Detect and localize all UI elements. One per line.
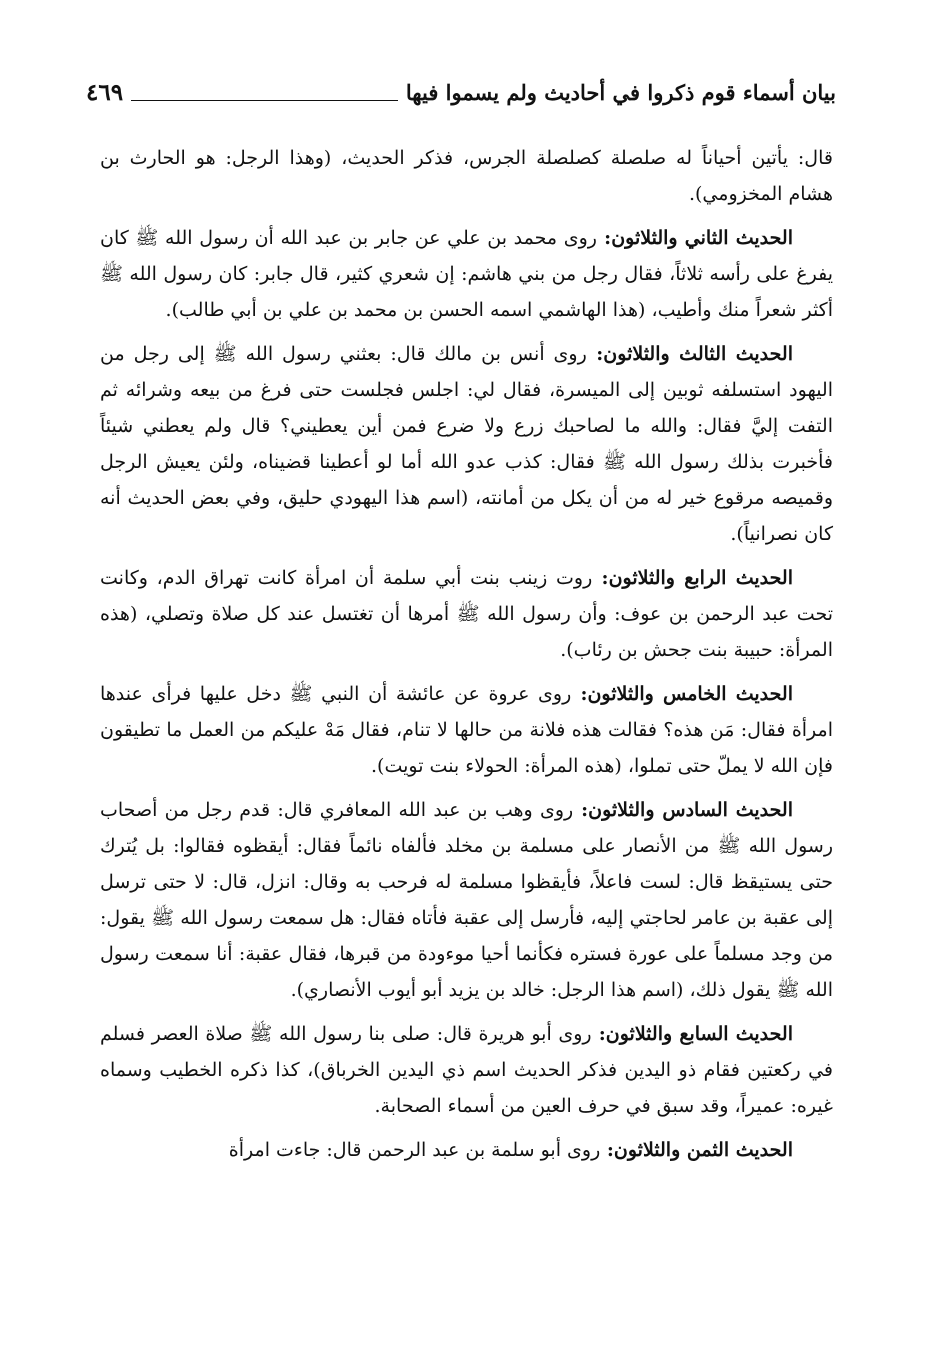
- body-text: [100, 140, 833, 1176]
- hadith-heading: الحديث الثمن والثلاثون :: [600, 1139, 793, 1161]
- header-rule: [131, 100, 398, 101]
- hadith-text: روى وهب بن عبد الله المعافري قال: قدم رجل من أصحاب رسول الله ﷺ من الأنصار على مسلمة بن مخلد فألفاه نائماً فقال: أيقظوه فقالوا: بل يُترك حتى يستيقظ قال: لست فاعلاً، فأيقظوا مسلمة له فرحب به وقال: انزل، قال: لا حتى ترسل إلى عقبة بن عامر لحاجتي إليه، فأرسل إلى عقبة فأتاه فقال: هل سمعت رسول الله ﷺ يقول: من وجد مسلماً على عورة فستره فكأنما أحيا موءودة من قبرها، فقال عقبة: أنا سمعت رسول الله ﷺ يقول ذلك، (اسم هذا الرجل: خالد بن يزيد أبو أيوب الأنصاري).: [100, 799, 833, 1001]
- hadith-36: [100, 792, 833, 1008]
- page-number: ٤٦٩: [86, 79, 124, 106]
- hadith-34: [100, 560, 833, 668]
- hadith-32: [100, 220, 833, 328]
- hadith-heading: الحديث الخامس والثلاثون :: [571, 683, 793, 705]
- hadith-heading: الحديث الثالث والثلاثون :: [587, 343, 793, 365]
- hadith-heading: الحديث السابع والثلاثون :: [592, 1023, 793, 1045]
- hadith-heading: الحديث الثاني والثلاثون :: [597, 227, 793, 249]
- chapter-title: بيان أسماء قوم ذكروا في أحاديث ولم يسموا فيها: [405, 80, 836, 105]
- hadith-35: [100, 676, 833, 784]
- hadith-text: روى أبو هريرة قال: صلى بنا رسول الله ﷺ صلاة العصر فسلم في ركعتين فقام ذو اليدين فذكر الحديث اسم ذي اليدين الخرباق)، كذا ذكره الخطيب وسماه غيره: عميراً، وقد سبق في حرف العين من أسماء الصحابة.: [100, 1023, 833, 1117]
- hadith-text: روى أبو سلمة بن عبد الرحمن قال: جاءت امرأة: [228, 1139, 601, 1161]
- running-header: [86, 68, 836, 108]
- hadith-text: روى عروة عن عائشة أن النبي ﷺ دخل عليها فرأى عندها امرأة فقال: مَن هذه؟ فقالت هذه فلانة من حالها لا تنام، فقال مَهْ عليكم من العمل ما تطيقون فإن الله لا يملّ حتى تملوا، (هذه المرأة: الحولاء بنت تويت).: [100, 683, 833, 777]
- hadith-33: [100, 336, 833, 552]
- hadith-text: روى محمد بن علي عن جابر بن عبد الله أن رسول الله ﷺ كان يفرغ على رأسه ثلاثاً، فقال رجل من بني هاشم: إن شعري كثير، قال جابر: كان رسول الله ﷺ أكثر شعراً منك وأطيب، (هذا الهاشمي اسمه الحسن بن محمد بن علي بن أبي طالب).: [100, 227, 833, 321]
- hadith-38: [100, 1132, 833, 1168]
- hadith-text: روى أنس بن مالك قال: بعثني رسول الله ﷺ إلى رجل من اليهود استسلفه ثوبين إلى الميسرة، فقال لي: اجلس فجلست حتى فرغ من بيعه وشرائه ثم التفت إليَّ فقال: والله ما لصاحبك زرع ولا ضرع فمن أين يعطيني؟ قال ولم يعطني شيئاً فأخبرت بذلك رسول الله ﷺ فقال: كذب عدو الله أما لو أعطينا قضيناه، ولئن يعيش الرجل وقميصه مرقوع خير له من أن يكل من أمانته، (اسم هذا اليهودي حليق، وفي بعض الحديث أنه كان نصرانياً).: [100, 343, 833, 545]
- hadith-text: روت زينب بنت أبي سلمة أن امرأة كانت تهراق الدم، وكانت تحت عبد الرحمن بن عوف: وأن رسول الله ﷺ أمرها أن تغتسل عند كل صلاة وتصلي، (هذه المرأة: حبيبة بنت جحش بن رئاب).: [100, 567, 833, 661]
- hadith-heading: الحديث الرابع والثلاثون :: [592, 567, 793, 589]
- hadith-37: [100, 1016, 833, 1124]
- hadith-heading: الحديث السادس والثلاثون :: [573, 799, 793, 821]
- opening-paragraph: قال: يأتين أحياناً له صلصلة كصلصلة الجرس، فذكر الحديث، (وهذا الرجل: هو الحارث بن هشام المخزومي).: [100, 147, 833, 205]
